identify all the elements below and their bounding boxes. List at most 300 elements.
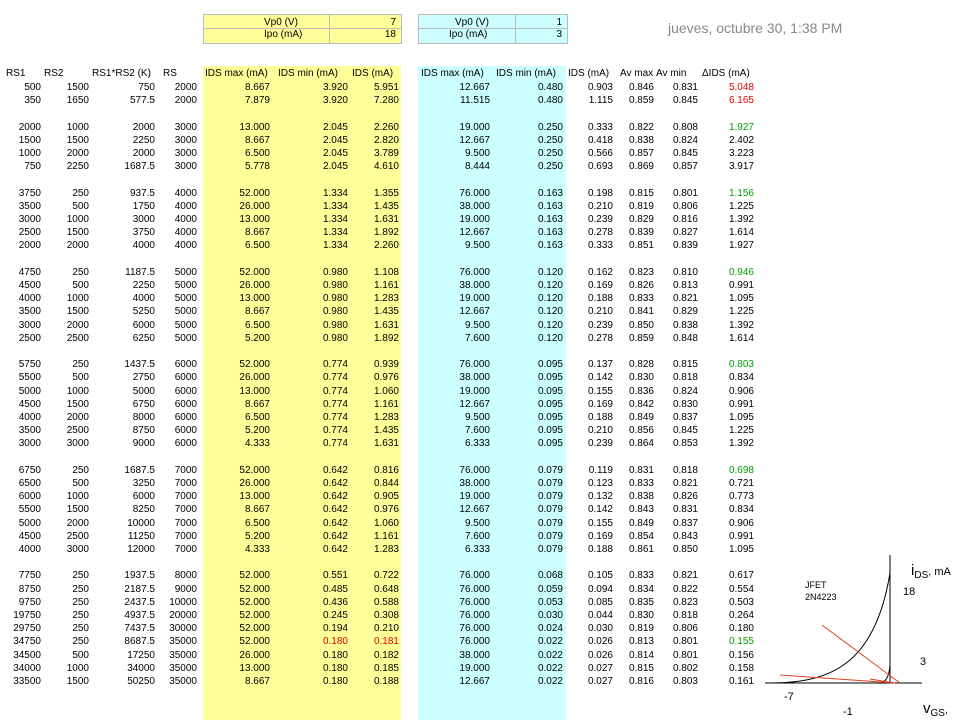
cell-ids-min-y: 0.980: [322, 320, 348, 331]
cell-ids-y: 0.210: [373, 623, 399, 634]
cell-ids-min-c: 0.163: [537, 188, 563, 199]
cell-rs2: 1000: [66, 386, 89, 397]
cell-ids-max-y: 8.667: [244, 676, 270, 687]
cell-rs: 7000: [174, 491, 197, 502]
cell-ids-c: 0.142: [587, 372, 613, 383]
cell-av-max: 0.833: [628, 570, 654, 581]
cell-av-max: 0.819: [628, 623, 654, 634]
cell-ids-c: 0.169: [587, 399, 613, 410]
cell-ids-y: 1.108: [373, 267, 399, 278]
cell-ids-max-y: 5.200: [244, 531, 270, 542]
cell-ids-y: 2.260: [373, 240, 399, 251]
cell-rs: 2000: [174, 82, 197, 93]
cell-av-max: 0.823: [628, 267, 654, 278]
table-row: [0, 438, 960, 450]
cell-ids-y: 1.435: [373, 425, 399, 436]
ipo-value: 3: [556, 29, 562, 40]
cell-av-min: 0.810: [672, 267, 698, 278]
cell-av-min: 0.826: [672, 491, 698, 502]
cell-rs1rs2: 10000: [127, 518, 155, 529]
cell-rs1: 2500: [18, 333, 41, 344]
cell-av-max: 0.859: [628, 333, 654, 344]
cell-rs1rs2: 8250: [132, 504, 155, 515]
cell-ids-c: 0.239: [587, 320, 613, 331]
cell-ids-min-c: 0.053: [537, 597, 563, 608]
table-row: [0, 386, 960, 398]
cell-delta-ids: 1.392: [728, 320, 754, 331]
cell-rs2: 1500: [66, 399, 89, 410]
cell-ids-y: 0.844: [373, 478, 399, 489]
cell-av-max: 0.843: [628, 504, 654, 515]
cell-rs1: 7750: [18, 570, 41, 581]
cell-rs1rs2: 2000: [132, 122, 155, 133]
cell-delta-ids: 1.225: [728, 425, 754, 436]
cell-ids-c: 0.027: [587, 676, 613, 687]
cell-av-min: 0.806: [672, 623, 698, 634]
cell-ids-min-c: 0.095: [537, 359, 563, 370]
cell-ids-min-y: 0.642: [322, 478, 348, 489]
cell-rs: 6000: [174, 412, 197, 423]
cell-rs2: 2500: [66, 531, 89, 542]
cell-av-min: 0.857: [672, 161, 698, 172]
cell-av-min: 0.830: [672, 399, 698, 410]
cell-av-max: 0.839: [628, 227, 654, 238]
cell-ids-min-y: 0.980: [322, 333, 348, 344]
cell-ids-max-c: 76.000: [459, 188, 490, 199]
cell-ids-min-y: 3.920: [322, 95, 348, 106]
cell-ids-min-y: 0.980: [322, 280, 348, 291]
cell-av-max: 0.851: [628, 240, 654, 251]
cell-ids-y: 7.280: [373, 95, 399, 106]
cell-rs1: 5000: [18, 518, 41, 529]
tick-label-minus-1: -1: [843, 706, 853, 718]
cell-rs1: 3000: [18, 438, 41, 449]
cell-rs1rs2: 2750: [132, 372, 155, 383]
cell-ids-c: 0.119: [588, 465, 613, 476]
cell-ids-min-y: 1.334: [322, 227, 348, 238]
cell-rs1rs2: 5000: [132, 386, 155, 397]
cell-ids-max-c: 7.600: [464, 425, 490, 436]
cell-ids-max-y: 7.879: [244, 95, 270, 106]
cell-ids-y: 0.181: [373, 636, 399, 647]
cell-delta-ids: 0.906: [728, 518, 754, 529]
cell-ids-max-y: 52.000: [239, 267, 270, 278]
cell-rs1rs2: 3000: [132, 214, 155, 225]
cell-ids-y: 1.435: [373, 201, 399, 212]
cell-ids-min-y: 0.180: [322, 636, 348, 647]
cell-ids-max-c: 12.667: [459, 504, 490, 515]
cell-ids-max-c: 12.667: [459, 82, 490, 93]
cell-ids-min-c: 0.068: [537, 570, 563, 581]
cell-ids-y: 1.161: [373, 399, 399, 410]
cell-rs1rs2: 4937.5: [124, 610, 155, 621]
cell-ids-min-y: 0.980: [322, 267, 348, 278]
cell-rs1: 2000: [18, 240, 41, 251]
cell-av-min: 0.806: [672, 201, 698, 212]
cell-ids-c: 0.155: [587, 518, 613, 529]
cell-ids-c: 0.137: [587, 359, 613, 370]
cell-rs2: 1000: [66, 214, 89, 225]
cell-rs1: 3500: [18, 201, 41, 212]
tick-label-18: 18: [903, 586, 916, 598]
cell-ids-max-c: 19.000: [459, 491, 490, 502]
cell-ids-c: 0.210: [587, 306, 613, 317]
cell-ids-y: 1.631: [373, 214, 399, 225]
cell-ids-min-y: 0.774: [322, 425, 348, 436]
cell-ids-min-c: 0.095: [537, 438, 563, 449]
cell-ids-y: 1.283: [373, 544, 399, 555]
cell-delta-ids: 0.834: [728, 372, 754, 383]
cell-av-min: 0.818: [672, 465, 698, 476]
cell-ids-max-c: 6.333: [464, 438, 490, 449]
cell-ids-y: 1.283: [373, 412, 399, 423]
cell-rs: 3000: [174, 135, 197, 146]
cell-rs1: 2500: [18, 227, 41, 238]
cell-rs2: 1500: [66, 82, 89, 93]
cell-ids-c: 0.085: [587, 597, 613, 608]
table-row: [0, 399, 960, 411]
cell-ids-y: 0.308: [373, 610, 399, 621]
cell-ids-max-y: 13.000: [239, 491, 270, 502]
cell-rs: 7000: [174, 544, 197, 555]
cell-rs1rs2: 50250: [127, 676, 155, 687]
cell-rs1: 1500: [18, 135, 41, 146]
cell-rs2: 500: [72, 478, 89, 489]
cell-rs1rs2: 1750: [132, 201, 155, 212]
table-row: [0, 306, 960, 318]
cell-delta-ids: 5.048: [728, 82, 754, 93]
cell-delta-ids: 1.392: [728, 438, 754, 449]
cell-delta-ids: 1.927: [728, 240, 754, 251]
header-rs: RS: [163, 68, 177, 79]
tick-label-3: 3: [920, 656, 927, 668]
cell-ids-max-y: 52.000: [239, 359, 270, 370]
cell-ids-y: 1.060: [373, 386, 399, 397]
cell-rs1rs2: 4000: [132, 240, 155, 251]
cell-rs1: 6750: [18, 465, 41, 476]
cell-ids-y: 0.648: [373, 584, 399, 595]
header-ids-y: IDS (mA): [352, 68, 394, 79]
cell-ids-c: 0.026: [587, 650, 613, 661]
cell-delta-ids: 0.617: [728, 570, 754, 581]
cell-rs: 8000: [174, 570, 197, 581]
cell-ids-c: 0.333: [587, 240, 613, 251]
cell-rs1rs2: 3250: [132, 478, 155, 489]
cell-ids-y: 0.905: [373, 491, 399, 502]
cell-ids-min-y: 0.485: [322, 584, 348, 595]
cell-ids-max-y: 52.000: [239, 188, 270, 199]
cell-ids-c: 0.169: [587, 280, 613, 291]
cell-ids-max-c: 76.000: [459, 636, 490, 647]
cell-ids-min-y: 0.642: [322, 544, 348, 555]
cell-ids-min-c: 0.079: [537, 531, 563, 542]
cell-rs: 7000: [174, 504, 197, 515]
jfet-transfer-graph: [760, 555, 960, 720]
cell-ids-min-y: 0.980: [322, 306, 348, 317]
cell-rs1rs2: 1937.5: [124, 570, 155, 581]
cell-rs2: 2000: [66, 412, 89, 423]
cell-ids-max-y: 6.500: [244, 518, 270, 529]
cell-av-max: 0.822: [628, 122, 654, 133]
cell-ids-c: 0.188: [587, 544, 613, 555]
cell-rs2: 1500: [66, 306, 89, 317]
cell-rs1: 5000: [18, 386, 41, 397]
cell-rs: 20000: [169, 610, 197, 621]
header-ids-max-c: IDS max (mA): [421, 68, 484, 79]
table-row: [0, 333, 960, 345]
cell-ids-c: 0.239: [587, 214, 613, 225]
cell-rs1rs2: 2250: [132, 135, 155, 146]
cell-delta-ids: 0.264: [728, 610, 754, 621]
cell-av-min: 0.818: [672, 372, 698, 383]
cell-rs2: 500: [72, 372, 89, 383]
cell-ids-c: 0.566: [587, 148, 613, 159]
cell-av-min: 0.815: [672, 359, 698, 370]
cell-ids-min-c: 0.250: [537, 135, 563, 146]
cell-ids-c: 0.142: [587, 504, 613, 515]
cell-delta-ids: 0.698: [728, 465, 754, 476]
cell-ids-min-y: 0.980: [322, 293, 348, 304]
cell-ids-min-y: 0.642: [322, 491, 348, 502]
cell-ids-max-c: 19.000: [459, 386, 490, 397]
cell-delta-ids: 0.156: [728, 650, 754, 661]
cell-ids-max-c: 9.500: [464, 240, 490, 251]
cell-rs1: 1000: [18, 148, 41, 159]
cell-rs2: 250: [72, 267, 89, 278]
cell-av-max: 0.846: [628, 82, 654, 93]
cell-rs1rs2: 9000: [132, 438, 155, 449]
cell-ids-min-c: 0.079: [537, 478, 563, 489]
cell-ids-c: 0.188: [587, 293, 613, 304]
device-label-1: JFET: [805, 580, 827, 590]
header-ids-c: IDS (mA): [568, 68, 610, 79]
cell-ids-max-c: 76.000: [459, 570, 490, 581]
cell-rs1rs2: 6750: [132, 399, 155, 410]
cell-av-min: 0.822: [672, 584, 698, 595]
table-row: [0, 359, 960, 371]
cell-av-min: 0.831: [672, 504, 698, 515]
cell-ids-min-c: 0.079: [537, 518, 563, 529]
cell-ids-y: 1.892: [373, 227, 399, 238]
cell-rs1: 9750: [18, 597, 41, 608]
cell-ids-y: 1.161: [373, 531, 399, 542]
cell-ids-max-y: 8.667: [244, 82, 270, 93]
header-av-max: Av max: [620, 68, 654, 79]
cell-rs: 5000: [174, 267, 197, 278]
table-row: [0, 531, 960, 543]
cell-av-min: 0.816: [672, 214, 698, 225]
cell-ids-c: 0.418: [587, 135, 613, 146]
cell-delta-ids: 0.803: [728, 359, 754, 370]
cell-ids-min-c: 0.022: [537, 676, 563, 687]
cell-ids-max-c: 8.444: [464, 161, 490, 172]
table-row: [0, 293, 960, 305]
cell-ids-min-y: 0.642: [322, 531, 348, 542]
cell-ids-max-y: 5.200: [244, 333, 270, 344]
cell-rs: 2000: [174, 95, 197, 106]
cell-av-min: 0.848: [672, 333, 698, 344]
cell-delta-ids: 0.906: [728, 386, 754, 397]
cell-rs: 3000: [174, 148, 197, 159]
cell-av-max: 0.834: [628, 584, 654, 595]
cell-rs: 5000: [174, 293, 197, 304]
cell-av-min: 0.808: [672, 122, 698, 133]
cell-rs: 5000: [174, 306, 197, 317]
cell-ids-y: 4.610: [373, 161, 399, 172]
ipo-label: Ipo (mA): [264, 29, 303, 40]
cell-rs1rs2: 7437.5: [124, 623, 155, 634]
cell-ids-max-c: 6.333: [464, 544, 490, 555]
cell-rs1: 500: [24, 82, 41, 93]
cell-ids-y: 1.631: [373, 438, 399, 449]
cell-rs1: 3500: [18, 425, 41, 436]
cell-rs1: 6000: [18, 491, 41, 502]
bias-line-2: [780, 675, 895, 683]
cell-ids-max-y: 52.000: [239, 636, 270, 647]
cell-ids-max-c: 9.500: [464, 412, 490, 423]
cell-ids-min-y: 1.334: [322, 188, 348, 199]
cell-rs1: 3000: [18, 214, 41, 225]
cell-av-min: 0.824: [672, 135, 698, 146]
cell-ids-y: 0.976: [373, 372, 399, 383]
cell-av-max: 0.826: [628, 280, 654, 291]
cell-ids-y: 2.260: [373, 122, 399, 133]
cell-ids-min-y: 0.180: [322, 663, 348, 674]
cell-ids-max-y: 26.000: [239, 650, 270, 661]
cell-ids-min-c: 0.095: [537, 412, 563, 423]
timestamp: jueves, octubre 30, 1:38 PM: [668, 20, 843, 36]
cell-rs2: 500: [72, 201, 89, 212]
cell-av-min: 0.837: [672, 412, 698, 423]
cell-av-max: 0.850: [628, 320, 654, 331]
cell-ids-min-c: 0.059: [537, 584, 563, 595]
header-delta-ids: ΔIDS (mA): [702, 68, 750, 79]
cell-rs: 30000: [169, 623, 197, 634]
cell-rs1: 3750: [18, 188, 41, 199]
cell-ids-c: 0.188: [587, 412, 613, 423]
cell-delta-ids: 0.554: [728, 584, 754, 595]
cell-ids-min-y: 1.334: [322, 240, 348, 251]
cell-rs1rs2: 6250: [132, 333, 155, 344]
cell-rs: 9000: [174, 584, 197, 595]
cell-av-max: 0.828: [628, 359, 654, 370]
cell-delta-ids: 0.180: [728, 623, 754, 634]
cell-ids-min-y: 0.180: [322, 676, 348, 687]
cell-rs1: 4500: [18, 531, 41, 542]
cell-av-min: 0.853: [672, 438, 698, 449]
cell-ids-min-c: 0.120: [537, 333, 563, 344]
x-axis-label: $v_{GS}^,$: [923, 700, 949, 719]
cell-av-max: 0.835: [628, 597, 654, 608]
cell-rs1: 4750: [18, 267, 41, 278]
cell-ids-min-c: 0.163: [537, 214, 563, 225]
table-row: [0, 95, 960, 107]
cell-rs1: 4000: [18, 412, 41, 423]
cell-ids-c: 0.030: [587, 623, 613, 634]
cell-rs2: 500: [72, 280, 89, 291]
cell-av-min: 0.821: [672, 293, 698, 304]
cell-rs1: 3500: [18, 306, 41, 317]
cell-ids-c: 0.027: [587, 663, 613, 674]
cell-rs: 10000: [169, 597, 197, 608]
cell-rs2: 1500: [66, 135, 89, 146]
cell-rs: 7000: [174, 478, 197, 489]
cell-rs1rs2: 2250: [132, 280, 155, 291]
cell-ids-min-y: 0.774: [322, 359, 348, 370]
cell-rs1rs2: 11250: [127, 531, 155, 542]
cell-rs: 5000: [174, 333, 197, 344]
cell-ids-y: 1.435: [373, 306, 399, 317]
cell-delta-ids: 1.095: [728, 412, 754, 423]
cell-ids-max-y: 52.000: [239, 465, 270, 476]
cell-ids-min-c: 0.095: [537, 399, 563, 410]
cell-ids-min-y: 0.774: [322, 399, 348, 410]
cell-ids-min-y: 3.920: [322, 82, 348, 93]
cell-delta-ids: 0.991: [728, 399, 754, 410]
cell-delta-ids: 1.614: [728, 333, 754, 344]
cell-rs1rs2: 1687.5: [124, 465, 155, 476]
cell-rs1: 2000: [18, 122, 41, 133]
cell-rs2: 1500: [66, 227, 89, 238]
cell-rs2: 2500: [66, 333, 89, 344]
header-ids-max-y: IDS max (mA): [205, 68, 268, 79]
cell-ids-min-y: 0.774: [322, 412, 348, 423]
cell-ids-min-y: 0.774: [322, 438, 348, 449]
cell-rs1rs2: 8000: [132, 412, 155, 423]
cell-av-max: 0.833: [628, 293, 654, 304]
cell-av-min: 0.818: [672, 610, 698, 621]
cell-delta-ids: 0.991: [728, 531, 754, 542]
cell-rs: 4000: [174, 240, 197, 251]
cell-delta-ids: 3.223: [728, 148, 754, 159]
cell-delta-ids: 2.402: [728, 135, 754, 146]
cell-av-min: 0.845: [672, 425, 698, 436]
cell-ids-max-y: 26.000: [239, 372, 270, 383]
cell-ids-y: 1.631: [373, 320, 399, 331]
cell-rs: 6000: [174, 438, 197, 449]
cell-rs1rs2: 2437.5: [124, 597, 155, 608]
cell-ids-c: 0.026: [587, 636, 613, 647]
cell-av-min: 0.845: [672, 148, 698, 159]
cell-ids-c: 0.198: [587, 188, 613, 199]
cell-ids-max-y: 5.778: [244, 161, 270, 172]
cell-ids-max-c: 12.667: [459, 227, 490, 238]
table-row: [0, 280, 960, 292]
cell-av-max: 0.815: [628, 188, 654, 199]
cell-rs1: 34750: [13, 636, 41, 647]
table-row: [0, 188, 960, 200]
cell-ids-y: 0.188: [373, 676, 399, 687]
table-row: [0, 504, 960, 516]
cell-ids-max-y: 13.000: [239, 214, 270, 225]
cell-ids-y: 0.185: [373, 663, 399, 674]
cell-ids-max-y: 52.000: [239, 623, 270, 634]
cell-ids-max-c: 9.500: [464, 518, 490, 529]
cell-ids-max-c: 12.667: [459, 135, 490, 146]
cell-ids-max-y: 8.667: [244, 135, 270, 146]
cell-ids-min-c: 0.120: [537, 293, 563, 304]
cell-rs: 6000: [174, 359, 197, 370]
cell-rs1rs2: 8750: [132, 425, 155, 436]
cell-rs2: 1000: [66, 293, 89, 304]
cell-rs: 35000: [169, 663, 197, 674]
cell-rs1: 4000: [18, 293, 41, 304]
cell-ids-min-y: 0.180: [322, 650, 348, 661]
cell-delta-ids: 1.095: [728, 293, 754, 304]
cell-delta-ids: 1.392: [728, 214, 754, 225]
cell-rs2: 2000: [66, 518, 89, 529]
cell-rs1rs2: 3750: [132, 227, 155, 238]
